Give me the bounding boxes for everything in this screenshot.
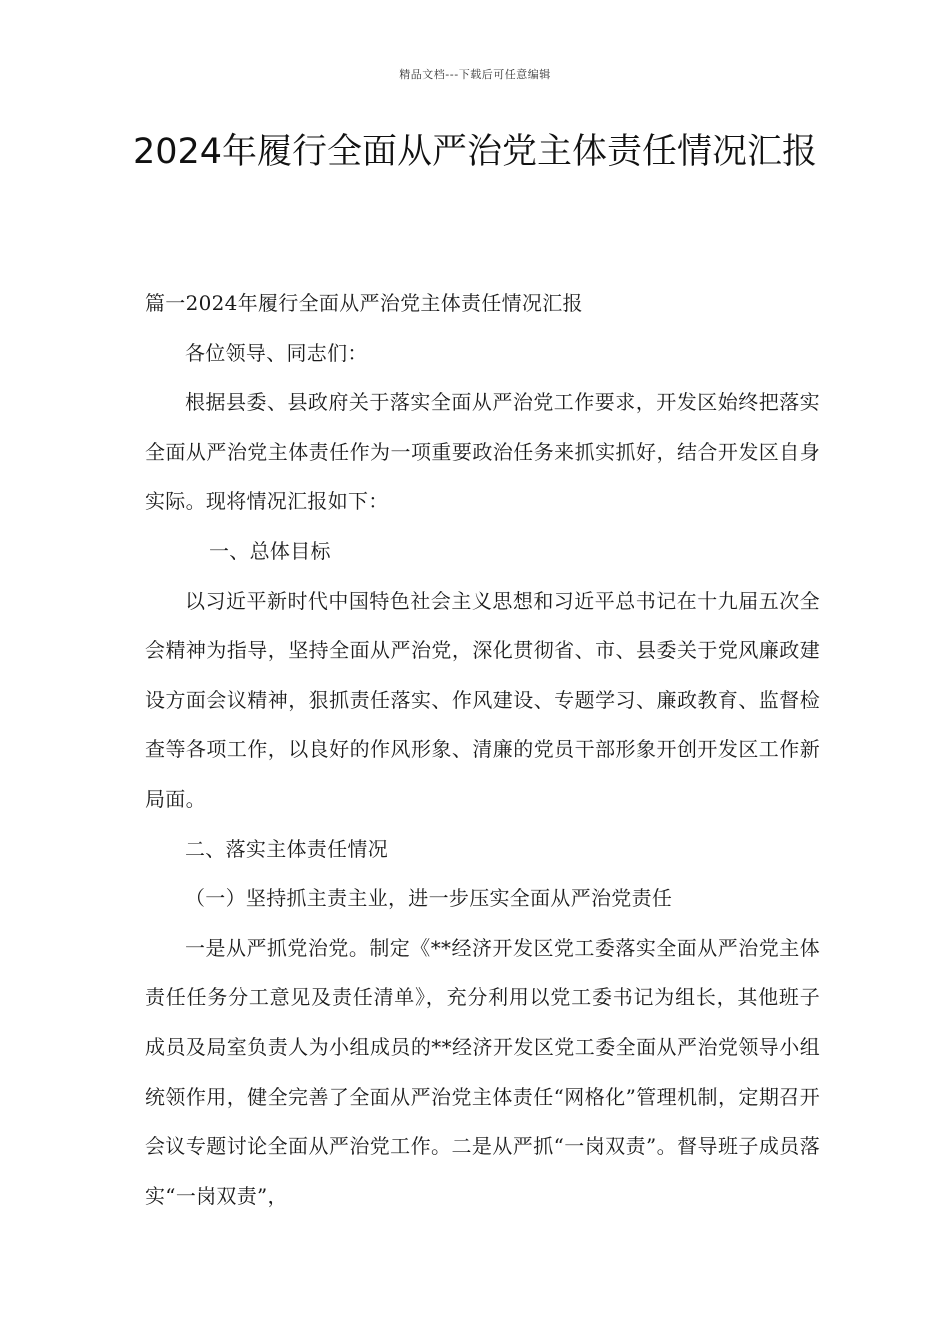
heading-responsibility-status: 二、落实主体责任情况 <box>185 836 388 861</box>
paragraph-salutation: 各位领导、同志们： <box>185 340 368 365</box>
paragraph-section-heading: 篇一2024年履行全面从严治党主体责任情况汇报 <box>145 291 583 315</box>
header-note: 精品文档---下载后可任意编辑 <box>399 68 551 81</box>
document-body <box>145 279 820 1221</box>
heading-overall-goal: 一、总体目标 <box>209 538 331 563</box>
paragraph-strict-governance: 一是从严抓党治党。制定《**经济开发区党工委落实全面从严治党主体责任任务分工意见及责任清单》，充分利用以党工委书记为组长，其他班子成员及局室负责人为小组成员的**经济开发区党工委全面从严治党领导小组统领作用，健全完善了全面从严治党主体责任“网格化”管理机制，定期召开会议专题讨论全面从严治党工作。二是从严抓“一岗双责”。督导班子成员落实“一岗双责”， <box>145 935 820 1208</box>
paragraph-introduction: 根据县委、县政府关于落实全面从严治党工作要求，开发区始终把落实全面从严治党主体责任作为一项重要政治任务来抓实抓好，结合开发区自身实际。现将情况汇报如下： <box>145 390 820 514</box>
paragraph-overall-goal: 以习近平新时代中国特色社会主义思想和习近平总书记在十九届五次全会精神为指导，坚持全面从严治党，深化贯彻省、市、县委关于党风廉政建设方面会议精神，狠抓责任落实、作风建设、专题学习、廉政教育、监督检查等各项工作，以良好的作风形象、清廉的党员干部形象开创开发区工作新局面。 <box>145 588 820 811</box>
subheading-main-duty: （一）坚持抓主责主业，进一步压实全面从严治党责任 <box>185 886 673 911</box>
document-title: 2024年履行全面从严治党主体责任情况汇报 <box>132 132 818 172</box>
